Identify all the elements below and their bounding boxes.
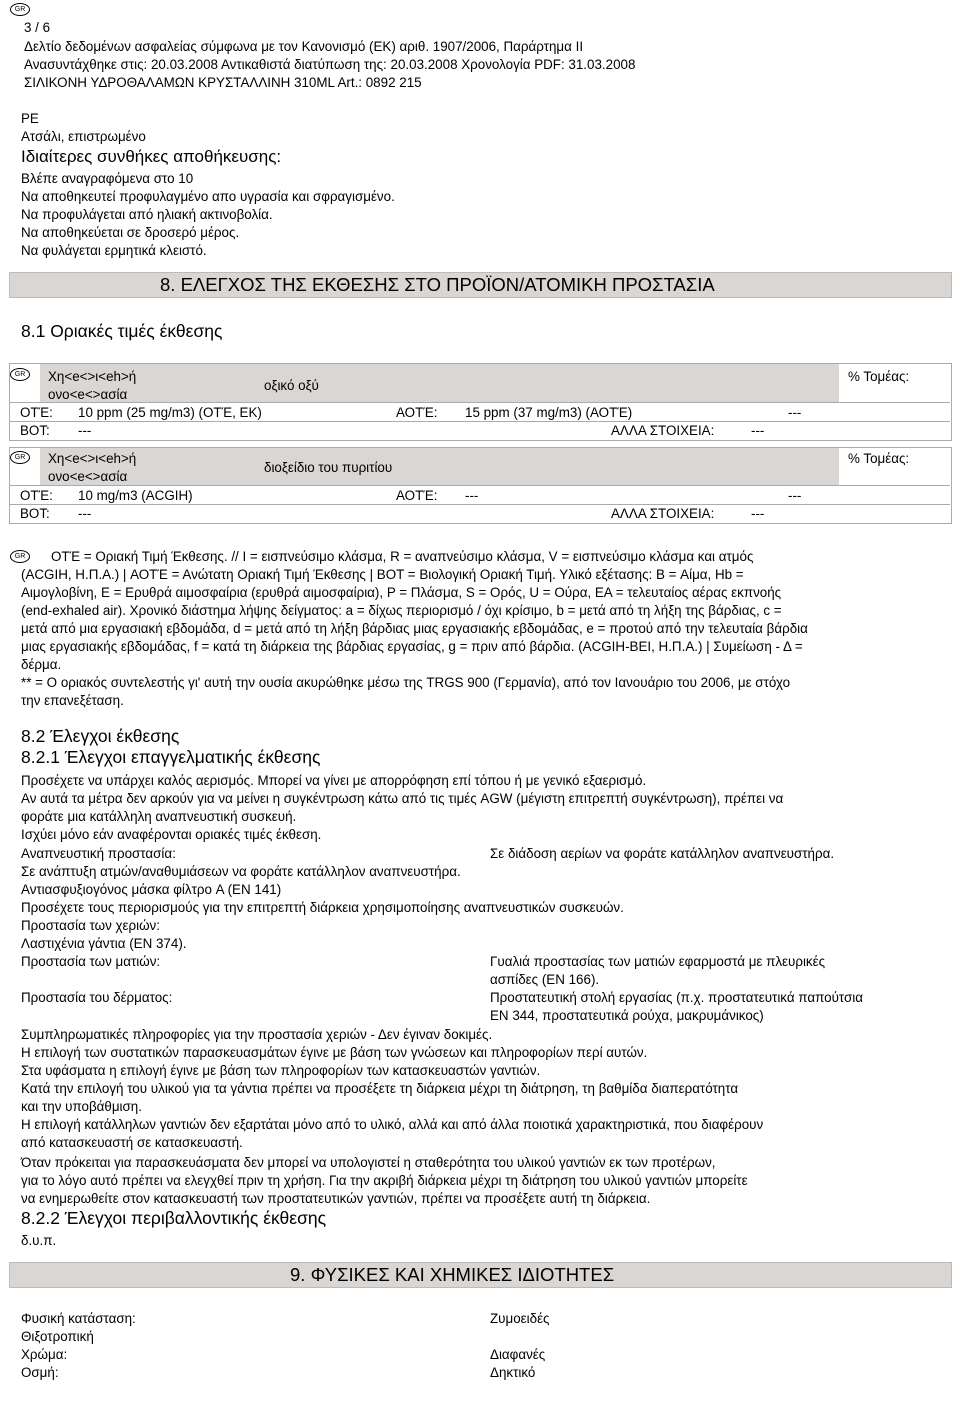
section-8-banner: [9, 272, 952, 298]
gr-badge-icon: GR: [10, 368, 30, 381]
other-label: ΑΛΛΑ ΣΤΟΙΧΕΙΑ:: [611, 506, 715, 521]
storage-material-1: PE: [21, 111, 39, 126]
glove-info-line: Η επιλογή κατάλληλων γαντιών δεν εξαρτάται μόνο από το υλικό, αλλά και από άλλα ποιοτικά χαρακτηριστικά, που διαφέρουν: [21, 1117, 764, 1132]
bot-label: ΒΟΤ:: [20, 506, 50, 521]
table-divider: [9, 504, 950, 505]
storage-line: Να προφυλάγεται από ηλιακή ακτινοβολία.: [21, 207, 273, 222]
chem-label-2: ονο<e<>ασία: [48, 387, 128, 402]
occupational-line: Προσέχετε να υπάρχει καλός αερισμός. Μπορεί να γίνει με απορρόφηση επί τόπου ή με γενικό εξαερισμό.: [21, 773, 647, 788]
respiratory-line: Προστασία των χεριών:: [21, 918, 160, 933]
gr-badge-icon: GR: [10, 3, 30, 16]
bot-value: ---: [78, 506, 92, 521]
section-9-title: 9. ΦΥΣΙΚΕΣ ΚΑΙ ΧΗΜΙΚΕΣ ΙΔΙΟΤΗΤΕΣ: [290, 1264, 615, 1285]
skin-protection-label: Προστασία του δέρματος:: [21, 990, 173, 1005]
subsection-8-1-title: 8.1 Οριακές τιμές έκθεσης: [21, 321, 223, 341]
chem-label-1: Χη<e<>ι<eh>ή: [48, 451, 137, 466]
legend-line: ** = Ο οριακός συντελεστής γι' αυτή την ουσία ακυρώθηκε μέσω της TRGS 900 (Γερμανία), από τον Ιανουάριο του 2006, με στόχο: [21, 675, 791, 690]
property-value: Διαφανές: [490, 1347, 546, 1362]
table-divider: [9, 421, 950, 422]
glove-info-line: Κατά την επιλογή του υλικού για τα γάντια πρέπει να προσέξετε τη διάρκεια μέχρι τη διάτρηση, τη βαθμίδα διαπερατότητα: [21, 1081, 739, 1096]
header-line-2: Ανασυντάχθηκε στις: 20.03.2008 Αντικαθιστά διατύπωση της: 20.03.2008 Χρονολογία PDF: 31.03.2008: [24, 57, 636, 72]
property-label: Φυσική κατάσταση:: [21, 1311, 136, 1326]
aote-value: 15 ppm (37 mg/m3) (ΑΟΤΈ): [465, 405, 633, 420]
page-number: 3 / 6: [24, 20, 51, 35]
subsection-8-2-2-title: 8.2.2 Έλεγχοι περιβαλλοντικής έκθεσης: [21, 1208, 327, 1228]
sector-label: % Τομέας:: [848, 451, 910, 466]
eye-protection-value: ασπίδες (EN 166).: [490, 972, 600, 987]
glove-info-line: Όταν πρόκειται για παρασκευάσματα δεν μπορεί να υπολογιστεί η σταθερότητα του υλικού γαντιών εκ των προτέρων,: [21, 1155, 716, 1170]
dash-value: ---: [788, 405, 802, 420]
legend-line: ΟΤΈ = Οριακή Τιμή Έκθεσης. // I = εισπνεύσιμο κλάσμα, R = αναπνεύσιμο κλάσμα, V = εισπνεύσιμο κλάσμα και ατμός: [51, 549, 754, 564]
property-label: Οσμή:: [21, 1365, 59, 1380]
storage-line: Να αποθηκεύεται σε δροσερό μέρος.: [21, 225, 240, 240]
property-label: Χρώμα:: [21, 1347, 68, 1362]
other-value: ---: [751, 506, 765, 521]
occupational-line: φοράτε μια κατάλληλη αναπνευστική συσκευή.: [21, 809, 297, 824]
ote-label: ΟΤΈ:: [20, 405, 53, 420]
storage-title: Ιδιαίτερες συνθήκες αποθήκευσης:: [21, 147, 282, 166]
subsection-8-2-title: 8.2 Έλεγχοι έκθεσης: [21, 726, 180, 746]
table-header-bg: [40, 448, 839, 486]
subsection-8-2-1-title: 8.2.1 Έλεγχοι επαγγελματικής έκθεσης: [21, 747, 321, 767]
substance-name: οξικό οξύ: [264, 378, 319, 393]
respiratory-value: Σε διάδοση αερίων να φοράτε κατάλληλον αναπνευστήρα.: [490, 846, 835, 861]
respiratory-line: Σε ανάπτυξη ατμών/αναθυμιάσεων να φοράτε κατάλληλον αναπνευστήρα.: [21, 864, 461, 879]
glove-info-line: Στα υφάσματα η επιλογή έγινε με βάση των πληροφορίων των κατασκευαστών γαντιών.: [21, 1063, 541, 1078]
header-line-1: Δελτίο δεδομένων ασφαλείας σύμφωνα με τον Κανονισμό (ΕΚ) αριθ. 1907/2006, Παράρτημα II: [24, 39, 584, 54]
ote-value: 10 ppm (25 mg/m3) (ΟΤΈ, ΕΚ): [78, 405, 262, 420]
bot-label: ΒΟΤ:: [20, 423, 50, 438]
legend-line: (ACGIH, H.Π.Α.) | ΑΟΤΈ = Ανώτατη Οριακή Τιμή Έκθεσης | ΒΟΤ = Βιολογική Οριακή Τιμή. Υλικό εξέτασης: B = Αίμα, Hb =: [21, 567, 744, 582]
dash-value: ---: [788, 488, 802, 503]
occupational-line: Ισχύει μόνο εάν αναφέρονται οριακές τιμές έκθεση.: [21, 827, 322, 842]
gr-badge-icon: GR: [10, 451, 30, 464]
legend-line: Αιμογλοβίνη, E = Ερυθρά αιμοσφαίρια (ερυθρά αιμοσφαίρια), P = Πλάσμα, S = Ορός, U = Ούρα, EA = τελευταίος αέρας εκπνοής: [21, 585, 782, 600]
property-label: Θιξοτροπική: [21, 1329, 94, 1344]
aote-label: ΑΟΤΈ:: [396, 488, 438, 503]
ote-label: ΟΤΈ:: [20, 488, 53, 503]
section-9-banner: [9, 1262, 952, 1288]
respiratory-label: Αναπνευστική προστασία:: [21, 846, 176, 861]
environmental-value: δ.υ.π.: [21, 1233, 57, 1248]
chem-label-1: Χη<e<>ι<eh>ή: [48, 369, 137, 384]
header-line-3: ΣΙΛΙΚΟΝΗ ΥΔΡΟΘΑΛΑΜΩΝ ΚΡΥΣΤΑΛΛΙΝΗ 310ML Art.: 0892 215: [24, 75, 422, 90]
table-divider: [9, 402, 950, 403]
legend-line: μετά από μια εργασιακή εβδομάδα, d = μετά από τη λήξη βάρδιας μιας εργασιακής εβδομάδας, e = προτού από την τελευταία βάρδια: [21, 621, 808, 636]
storage-line: Να φυλάγεται ερμητικά κλειστό.: [21, 243, 207, 258]
glove-info-line: να ενημερωθείτε στον κατασκευαστή των προστατευτικών γαντιών, πρέπει να προσέξετε αυτή τη διάρκεια.: [21, 1191, 651, 1206]
legend-line: την επανεξέταση.: [21, 693, 124, 708]
occupational-line: Αν αυτά τα μέτρα δεν αρκούν για να μείνει η συγκέντρωση κάτω από τις τιμές AGW (μέγιστη επιτρεπτή συγκέντρωση), πρέπει να: [21, 791, 784, 806]
skin-protection-value: EN 344, προστατευτικά ρούχα, μακρυμάνικος): [490, 1008, 764, 1023]
glove-info-line: Η επιλογή των συστατικών παρασκευασμάτων έγινε με βάση των γνώσεων και πληροφορίων περί αυτών.: [21, 1045, 648, 1060]
skin-protection-value: Προστατευτική στολή εργασίας (π.χ. προστατευτικά παπούτσια: [490, 990, 863, 1005]
other-label: ΑΛΛΑ ΣΤΟΙΧΕΙΑ:: [611, 423, 715, 438]
property-value: Ζυμοειδές: [490, 1311, 550, 1326]
glove-info-line: Συμπληρωματικές πληροφορίες για την προστασία χεριών - Δεν έγιναν δοκιμές.: [21, 1027, 493, 1042]
storage-line: Βλέπε αναγραφόμενα στο 10: [21, 171, 194, 186]
sector-label: % Τομέας:: [848, 369, 910, 384]
table-divider: [9, 485, 950, 486]
respiratory-line: Προσέχετε τους περιορισμούς για την επιτρεπτή διάρκεια χρησιμοποίησης αναπνευστικών συσκευών.: [21, 900, 624, 915]
other-value: ---: [751, 423, 765, 438]
legend-line: (end-exhaled air). Χρονικό διάστημα λήψης δείγματος: a = δίχως περιορισμό / όχι κρίσιμο, b = μετά από τη λήξη της βάρδιας, c =: [21, 603, 782, 618]
legend-line: μιας εργασιακής εβδομάδας, f = κατά τη διάρκεια της βάρδιας εργασίας, g = πριν από βάρδια. (ACGIH-BEI, H.Π.Α.) | Συμείωση - Δ =: [21, 639, 803, 654]
glove-info-line: και την υποβάθμιση.: [21, 1099, 142, 1114]
legend-line: δέρμα.: [21, 657, 62, 672]
glove-info-line: από κατασκευαστή σε κατασκευαστή.: [21, 1135, 243, 1150]
glove-info-line: για το λόγο αυτό πρέπει να ελεγχθεί πριν τη χρήση. Για την ακριβή διάρκεια μέχρι τη διάτρηση του υλικού γαντιών μπορείτε: [21, 1173, 748, 1188]
aote-value: ---: [465, 488, 479, 503]
ote-value: 10 mg/m3 (ACGIH): [78, 488, 193, 503]
table-header-bg: [40, 364, 839, 402]
respiratory-line: Λαστιχένια γάντια (EN 374).: [21, 936, 187, 951]
eye-protection-value: Γυαλιά προστασίας των ματιών εφαρμοστά με πλευρικές: [490, 954, 826, 969]
eye-protection-label: Προστασία των ματιών:: [21, 954, 161, 969]
bot-value: ---: [78, 423, 92, 438]
storage-line: Να αποθηκευτεί προφυλαγμένο απο υγρασία και σφραγισμένο.: [21, 189, 395, 204]
substance-name: διοξείδιο του πυριτίου: [264, 460, 393, 475]
chem-label-2: ονο<e<>ασία: [48, 469, 128, 484]
section-8-title: 8. ΕΛΕΓΧΟΣ ΤΗΣ ΕΚΘΕΣΗΣ ΣΤΟ ΠΡΟΪΟΝ/ΑΤΟΜΙΚΗ ΠΡΟΣΤΑΣΙΑ: [160, 274, 715, 295]
aote-label: ΑΟΤΈ:: [396, 405, 438, 420]
gr-badge-icon: GR: [10, 550, 30, 563]
property-value: Δηκτικό: [490, 1365, 536, 1380]
storage-material-2: Ατσάλι, επιστρωμένο: [21, 129, 146, 144]
respiratory-line: Αντιασφυξιογόνος μάσκα φίλτρο A (EN 141): [21, 882, 282, 897]
